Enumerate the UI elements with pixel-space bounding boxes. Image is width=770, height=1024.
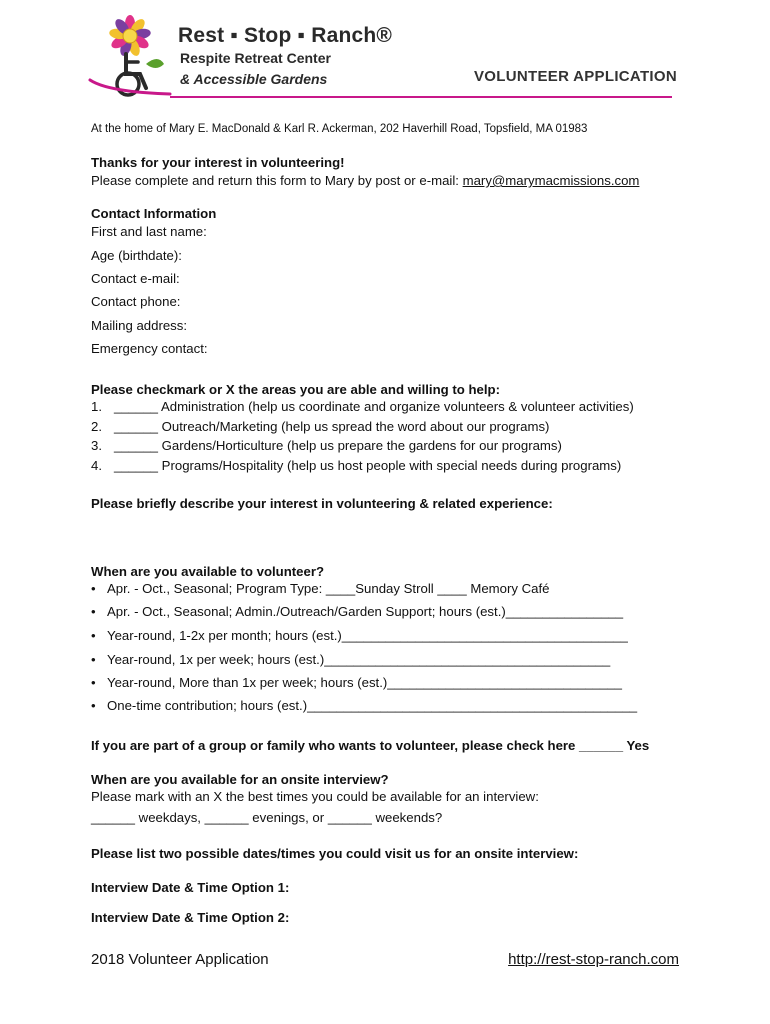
interview-instruction: Please mark with an X the best times you could be available for an interview: (91, 789, 539, 804)
interest-heading: Please briefly describe your interest in volunteering & related experience: (91, 496, 553, 511)
bullet: • (91, 604, 96, 619)
area-number: 3. (91, 438, 102, 453)
address-line: At the home of Mary E. MacDonald & Karl R. Ackerman, 202 Haverhill Road, Topsfield, MA 01983 (91, 123, 588, 135)
footer-website-link[interactable]: http://rest-stop-ranch.com (508, 951, 679, 968)
areas-heading: Please checkmark or X the areas you are able and willing to help: (91, 382, 500, 397)
field-name: First and last name: (91, 224, 207, 239)
area-item-programs: ______ Programs/Hospitality (help us host people with special needs during programs) (114, 458, 622, 473)
availability-heading: When are you available to volunteer? (91, 564, 325, 579)
bullet: • (91, 581, 96, 596)
interview-option-2: Interview Date & Time Option 2: (91, 910, 290, 925)
flower-wheelchair-logo-icon (88, 14, 178, 104)
interview-option-1: Interview Date & Time Option 1: (91, 880, 290, 895)
dates-heading: Please list two possible dates/times you could visit us for an onsite interview: (91, 846, 579, 861)
intro-text (91, 173, 639, 189)
availability-item-weekly: Year-round, 1x per week; hours (est.)_______________________________________ (107, 652, 611, 667)
group-line: If you are part of a group or family who wants to volunteer, please check here ______ Yes (91, 738, 650, 753)
intro-instruction: Please complete and return this form to Mary by post or e-mail: (91, 173, 463, 188)
interview-options: ______ weekdays, ______ evenings, or ______ weekends? (91, 810, 443, 825)
availability-item-seasonal-admin: Apr. - Oct., Seasonal; Admin./Outreach/Garden Support; hours (est.)________________ (107, 604, 624, 619)
brand-subtitle: Respite Retreat Center (180, 50, 331, 66)
document-title: VOLUNTEER APPLICATION (474, 68, 677, 85)
bullet: • (91, 628, 96, 643)
header-divider (170, 96, 672, 98)
brand-tagline: & Accessible Gardens (180, 71, 328, 87)
area-number: 4. (91, 458, 102, 473)
area-number: 1. (91, 399, 102, 414)
footer-title: 2018 Volunteer Application (91, 951, 269, 968)
availability-item-one-time: One-time contribution; hours (est.)_____________________________________________ (107, 698, 638, 713)
contact-heading: Contact Information (91, 206, 217, 221)
field-email: Contact e-mail: (91, 271, 180, 286)
bullet: • (91, 698, 96, 713)
email-link[interactable]: mary@marymacmissions.com (462, 173, 640, 188)
field-emergency: Emergency contact: (91, 341, 208, 356)
field-age: Age (birthdate): (91, 248, 182, 263)
area-item-outreach: ______ Outreach/Marketing (help us spread the word about our programs) (114, 419, 550, 434)
bullet: • (91, 675, 96, 690)
header-logo (88, 14, 678, 104)
availability-item-seasonal-program: Apr. - Oct., Seasonal; Program Type: ____Sunday Stroll ____ Memory Café (107, 581, 550, 596)
field-address: Mailing address: (91, 318, 188, 333)
availability-item-more-weekly: Year-round, More than 1x per week; hours (est.)________________________________ (107, 675, 622, 690)
field-phone: Contact phone: (91, 294, 181, 309)
area-item-administration: ______ Administration (help us coordinate and organize volunteers & volunteer activities) (114, 399, 634, 414)
availability-item-monthly: Year-round, 1-2x per month; hours (est.)_______________________________________ (107, 628, 628, 643)
area-item-gardens: ______ Gardens/Horticulture (help us prepare the gardens for our programs) (114, 438, 562, 453)
bullet: • (91, 652, 96, 667)
area-number: 2. (91, 419, 102, 434)
intro-heading: Thanks for your interest in volunteering! (91, 155, 345, 170)
brand-name: Rest ▪ Stop ▪ Ranch® (178, 24, 393, 47)
interview-heading: When are you available for an onsite interview? (91, 772, 389, 787)
